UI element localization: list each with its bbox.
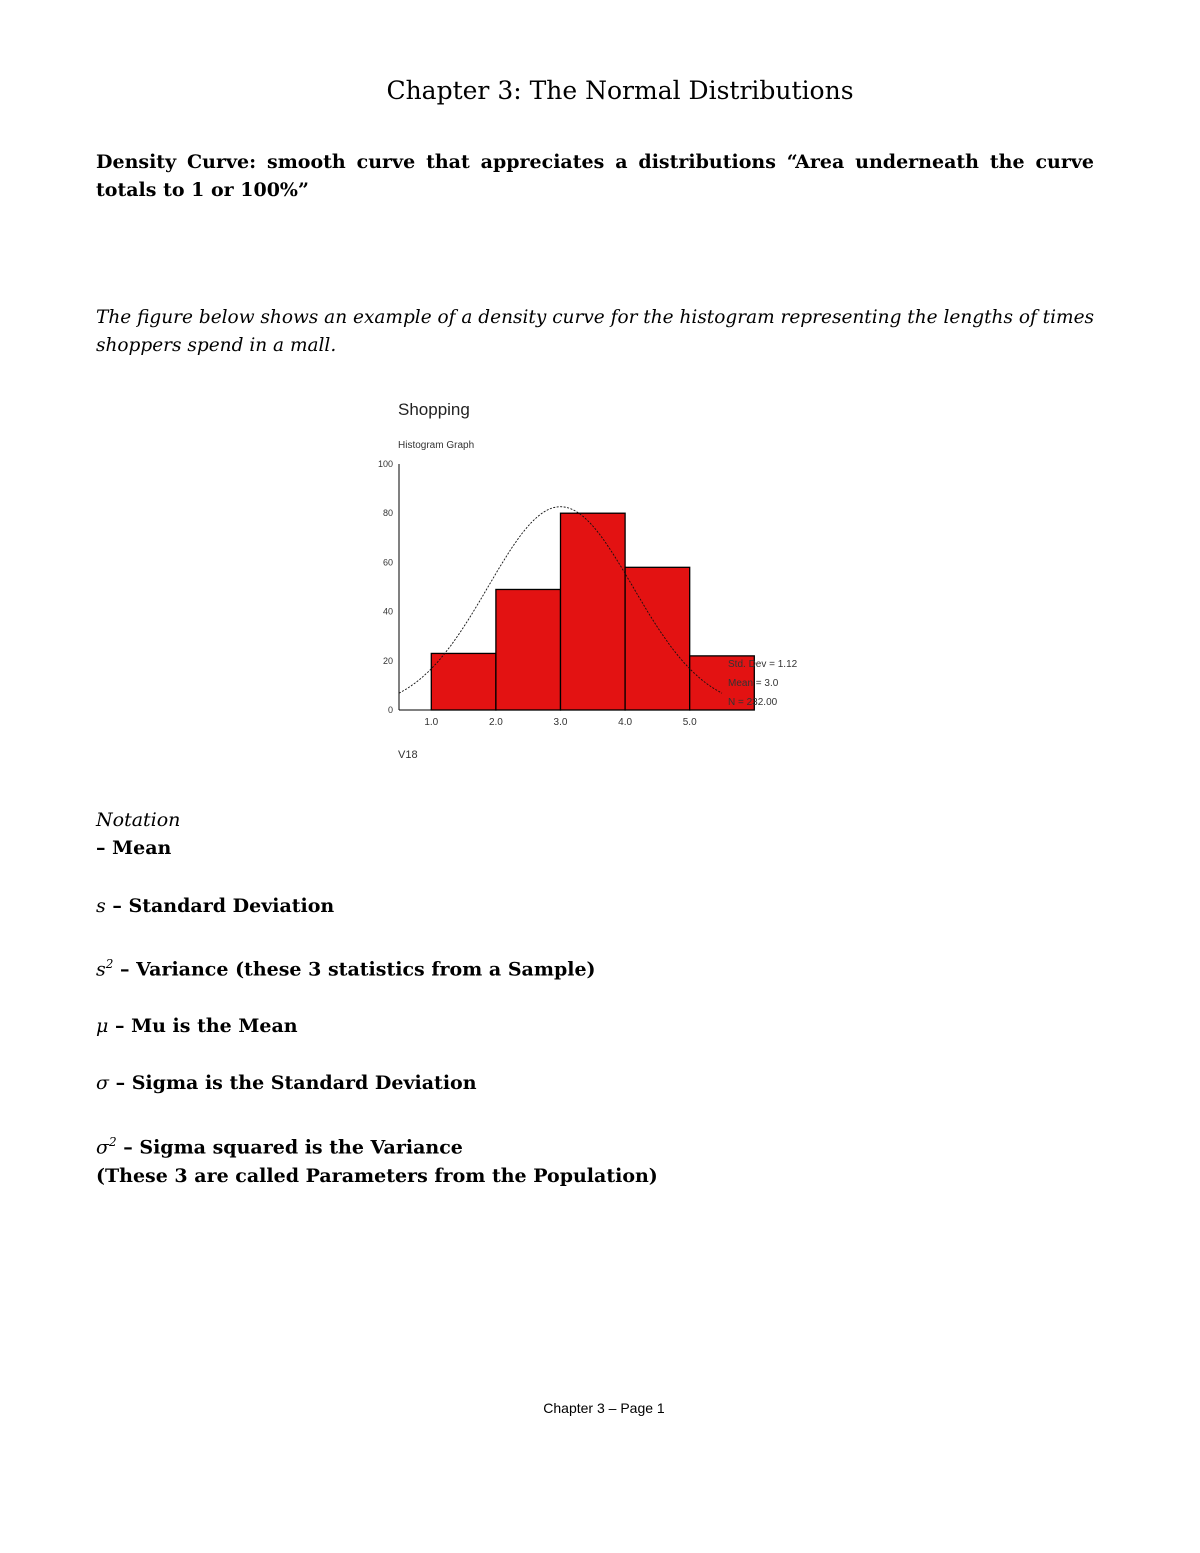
notation-symbol: s [96, 895, 106, 917]
notation-item [96, 834, 996, 862]
notation-description: – Sigma squared is the Variance [116, 1136, 463, 1159]
stats-line-3: N = 232.00 [728, 697, 778, 708]
x-axis-label: V18 [398, 749, 418, 761]
histogram-bar-3 [561, 513, 626, 710]
chart-title: Shopping [398, 400, 470, 419]
x-tick-label-1: 2.0 [488, 717, 503, 728]
page-title: Chapter 3: The Normal Distributions [386, 76, 854, 105]
notation-item [96, 1128, 996, 1161]
notation-superscript: 2 [108, 1135, 117, 1150]
stats-line-1: Std. Dev = 1.12 [728, 659, 798, 670]
notation-description: – Mu is the Mean [108, 1015, 298, 1038]
y-tick-label-1: 20 [382, 655, 393, 666]
notation-symbol: σ [96, 1072, 109, 1095]
notation-description: – Variance (these 3 statistics from a Sample) [113, 958, 596, 981]
histogram-figure [360, 392, 820, 772]
x-tick-label-0: 1.0 [424, 717, 439, 728]
y-tick-label-5: 100 [377, 459, 393, 469]
notation-item [96, 1012, 996, 1040]
page-footer: Chapter 3 – Page 1 [543, 1400, 665, 1416]
histogram-bar-2 [496, 589, 561, 710]
figure-intro-text: The figure below shows an example of a density curve for the histogram representing the lengths of times shoppers spend in a mall. [96, 307, 1095, 356]
x-tick-label-3: 4.0 [618, 717, 633, 728]
y-tick-label-0: 0 [387, 705, 393, 715]
notation-heading: Notation [96, 809, 181, 831]
notation-section [96, 806, 996, 1190]
notation-description: – Mean [96, 837, 172, 859]
notation-description: – Standard Deviation [105, 895, 335, 917]
notation-superscript: 2 [105, 957, 114, 971]
notation-description: – Sigma is the Standard Deviation [108, 1072, 477, 1095]
histogram-bar-1 [431, 653, 496, 710]
notation-item [96, 892, 996, 920]
notation-symbol: μ [96, 1015, 109, 1038]
notation-symbol: σ [96, 1136, 109, 1159]
notation-symbol: s [96, 958, 106, 981]
histogram-chart [360, 392, 820, 772]
y-tick-label-2: 40 [382, 606, 393, 617]
x-tick-label-4: 5.0 [682, 717, 697, 728]
x-tick-label-2: 3.0 [553, 717, 568, 728]
histogram-bar-4 [625, 567, 690, 710]
parameters-note: (These 3 are called Parameters from the Population) [96, 1164, 658, 1187]
y-tick-label-4: 80 [382, 508, 393, 519]
notation-item [96, 1069, 996, 1097]
chart-subtitle: Histogram Graph [398, 440, 475, 451]
density-curve-definition: Density Curve: smooth curve that appreciates a distributions “Area underneath the curve totals to 1 or 100%” [96, 151, 1094, 201]
stats-line-2: Mean = 3.0 [728, 678, 779, 689]
notation-item [96, 950, 996, 983]
notation-list [96, 834, 996, 1162]
y-tick-label-3: 60 [382, 557, 393, 568]
